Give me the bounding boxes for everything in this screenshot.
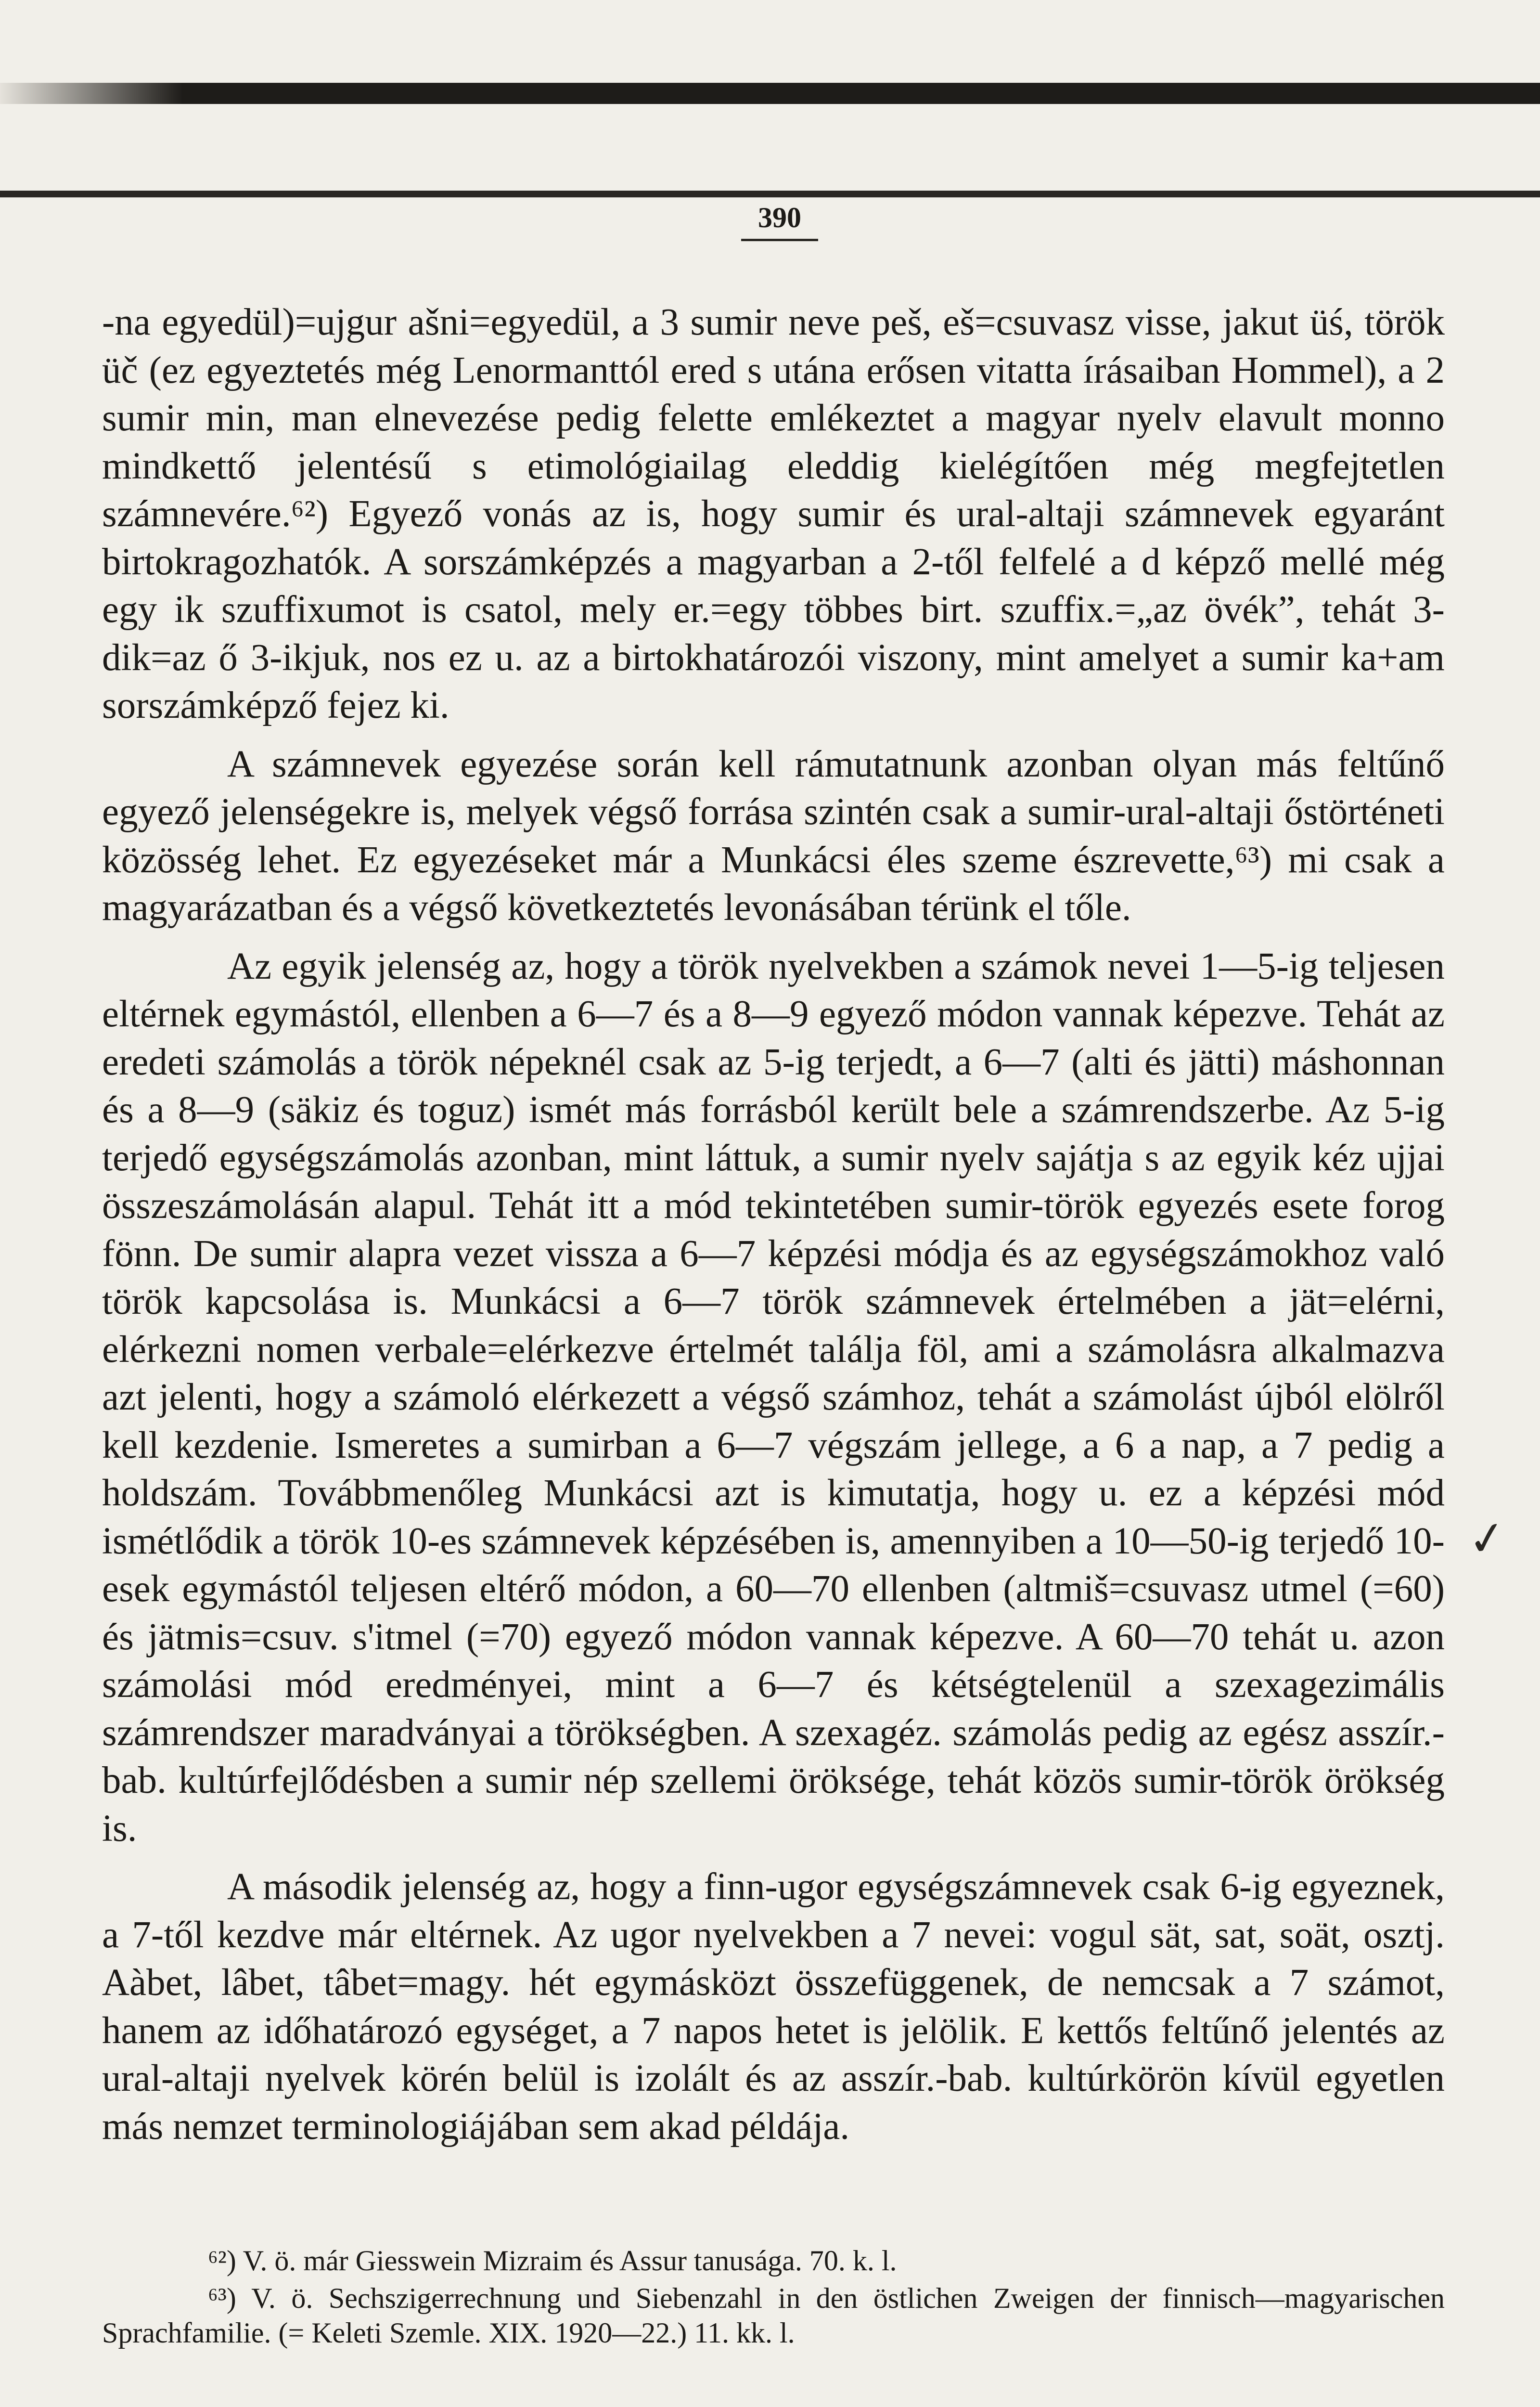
main-text xyxy=(102,298,1445,2150)
scan-top-band-fade xyxy=(0,83,183,104)
paragraph-3: Az egyik jelenség az, hogy a török nyelvekben a számok nevei 1—5-ig teljesen eltérnek egymástól, ellenben a 6—7 és a 8—9 egyező módon vannak képezve. Tehát az eredeti számolás a török népeknél csak az 5-ig terjedt, a 6—7 (alti és jätti) máshonnan és a 8—9 (säkiz és toguz) ismét más forrásból került bele a számrendszerbe. Az 5-ig terjedő egységszámolás azonban, mint láttuk, a sumir nyelv sajátja s az egyik kéz ujjai összeszámolásán alapul. Tehát itt a mód tekintetében sumir-török egyezés esete forog fönn. De sumir alapra vezet vissza a 6—7 képzési módja és az egységszámokhoz való török kapcsolása is. Munkácsi a 6—7 török számnevek értelmében a jät=elérni, elérkezni nomen verbale=elérkezve értelmét találja föl, ami a számolásra alkalmazva azt jelenti, hogy a számoló elérkezett a végső számhoz, tehát a számolást újból elölről kell kezdenie. Ismeretes a sumirban a 6—7 végszám jellege, a 6 a nap, a 7 pedig a holdszám. Továbbmenőleg Munkácsi azt is kimutatja, hogy u. ez a képzési mód ismétlődik a török 10-es számnevek képzésében is, amennyiben a 10—50-ig terjedő 10-esek egymástól teljesen eltérő módon, a 60—70 ellenben (altmiš=csuvasz utmel (=60) és jätmis=csuv. s'itmel (=70) egyező módon vannak képezve. A 60—70 tehát u. azon számolási mód eredményei, mint a 6—7 és kétségtelenül a szexagezimális számrendszer maradványai a törökségben. A szexagéz. számolás pedig az egész asszír.-bab. kultúrfejlődésben a sumir nép szellemi öröksége, tehát közös sumir-török örökség is. xyxy=(102,945,1445,1850)
footnote-62: ⁶²) V. ö. már Giesswein Mizraim és Assur tanusága. 70. k. l. xyxy=(208,2245,897,2277)
page-number-underline xyxy=(741,239,818,241)
paragraph-2: A számnevek egyezése során kell rámutatnunk azonban olyan más feltűnő egyező jelenségekre is, melyek végső forrása szintén csak a sumir-ural-altaji őstörténeti közösség lehet. Ez egyezéseket már a Munkácsi éles szeme észrevette,⁶³) mi csak a magyarázatban és a végső következtetés levonásában térünk el tőle. xyxy=(102,743,1445,929)
header-rule xyxy=(0,191,1540,197)
scan-top-band xyxy=(0,83,1540,104)
page-number: 390 xyxy=(758,202,801,233)
margin-checkmark: ✓ xyxy=(1464,1509,1510,1568)
paragraph-4: A második jelenség az, hogy a finn-ugor egységszámnevek csak 6-ig egyeznek, a 7-től kezdve már eltérnek. Az ugor nyelvekben a 7 nevei: vogul sät, sat, soät, osztj. Aàbet, lâbet, tâbet=magy. hét egymásközt összefüggenek, de nemcsak a 7 számot, hanem az időhatározó egységet, a 7 napos hetet is jelölik. E kettős feltűnő jelentés az ural-altaji nyelvek körén belül is izolált és az asszír.-bab. kultúrkörön kívül egyetlen más nemzet terminologiájában sem akad példája. xyxy=(102,1866,1445,2148)
footnotes xyxy=(102,2243,1445,2353)
footnote-63: ⁶³) V. ö. Sechszigerrechnung und Siebenzahl in den östlichen Zweigen der finnisch—magyarischen Sprachfamilie. (= Keleti Szemle. XIX. 1920—22.) 11. kk. l. xyxy=(102,2282,1445,2349)
paragraph-1: -na egyedül)=ujgur ašni=egyedül, a 3 sumir neve peš, eš=csuvasz visse, jakut üś, török üč (ez egyeztetés még Lenormanttól ered s utána erősen vitatta írásaiban Hommel), a 2 sumir min, man elnevezése pedig felette emlékeztet a magyar nyelv elavult monno mindkettő jelentésű s etimológiailag eleddig kielégítően még megfejtetlen számnevére.⁶²) Egyező vonás az is, hogy sumir és ural-altaji számnevek egyaránt birtokragozhatók. A sorszámképzés a magyarban a 2-től felfelé a d képző mellé még egy ik szuffixumot is csatol, mely er.=egy többes birt. szuffix.=„az övék”, tehát 3-dik=az ő 3-ikjuk, nos ez u. az a birtokhatározói viszony, mint amelyet a sumir ka+am sorszámképző fejez ki. xyxy=(102,301,1445,726)
